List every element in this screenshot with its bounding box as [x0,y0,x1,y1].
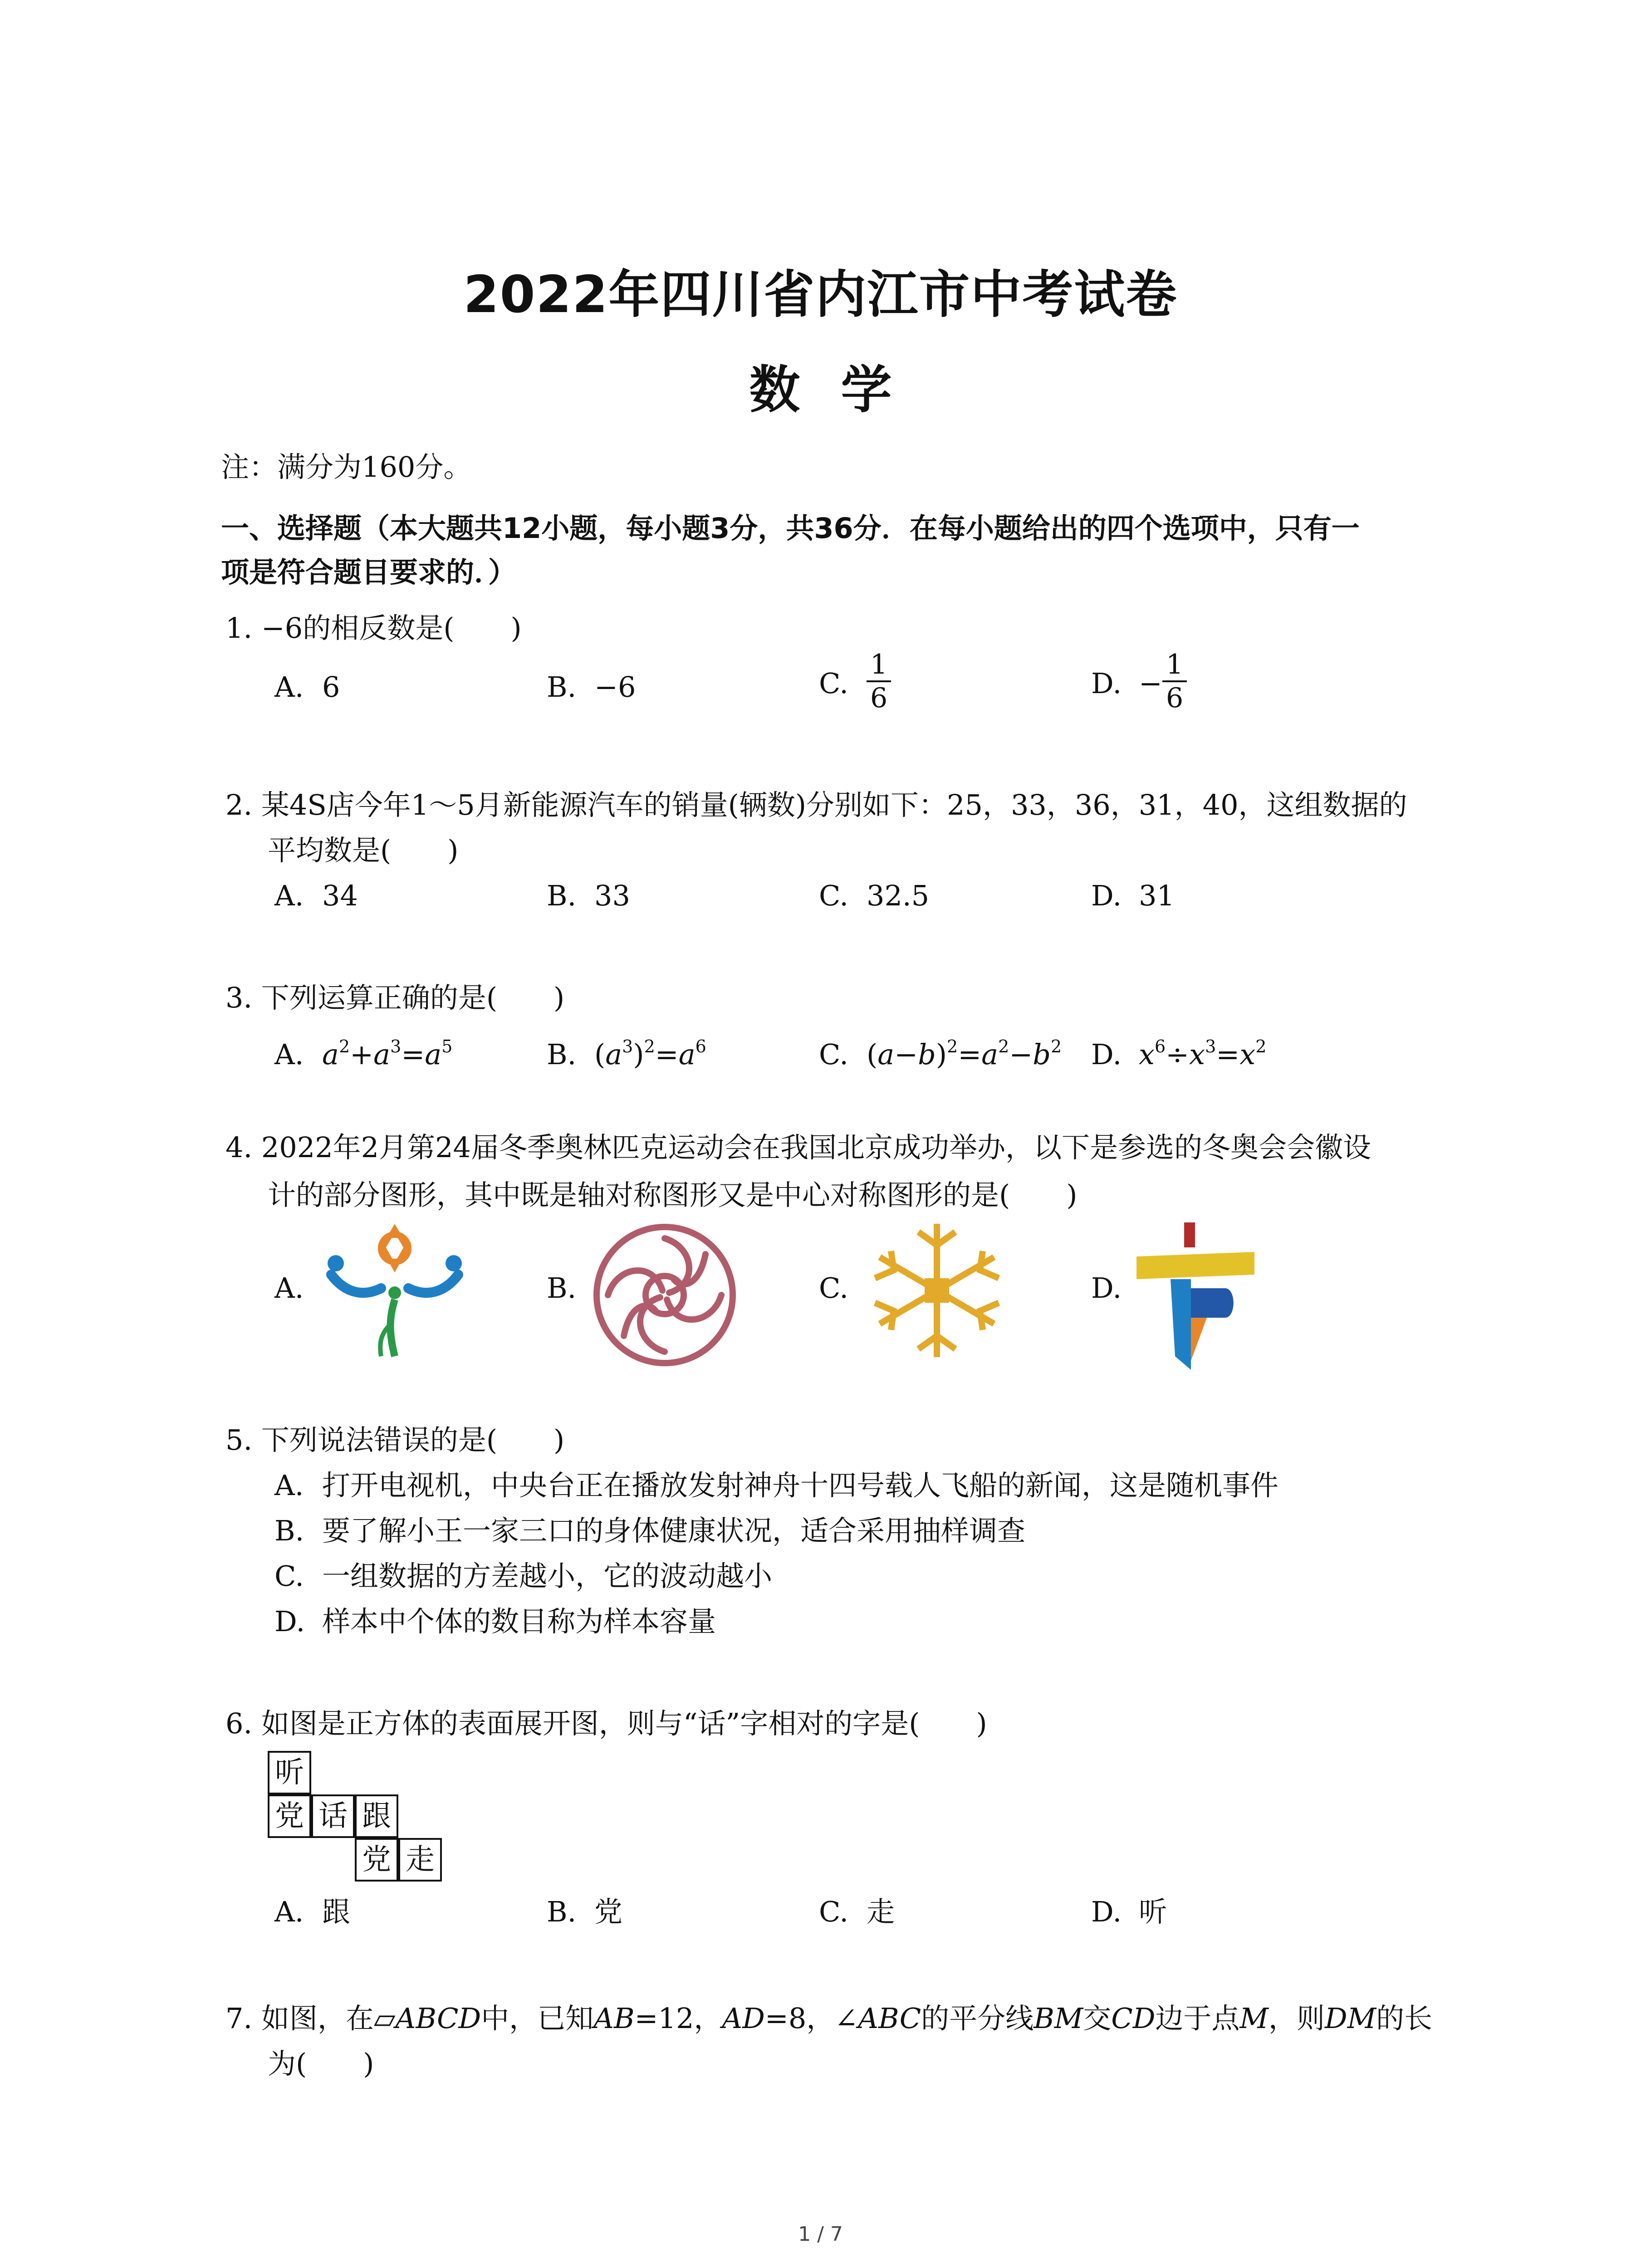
denominator: 6 [870,682,888,714]
q7-text: =12， [634,2002,722,2035]
option-label: A. [274,1895,304,1928]
q5-option-b[interactable] [274,1513,1025,1549]
option-text: 32.5 [867,879,930,912]
q7-text: ，则 [1268,2002,1325,2035]
minus-sign: − [1139,667,1162,700]
option-label: C. [819,1038,848,1071]
q5-stem: 5. 下列说法错误的是( ) [225,1423,565,1457]
q4-stem-line1: 4. 2022年2月第24届冬季奥林匹克运动会在我国北京成功举办，以下是参选的冬奥会会徽设 [225,1131,1371,1164]
option-label: A. [274,1038,304,1071]
option-label: B. [547,879,577,912]
q6-option-a[interactable] [274,1894,350,1930]
q4-option-a-label[interactable]: A. [274,1271,304,1305]
q7-var: AD [722,2002,765,2035]
q2-stem-line2: 平均数是( ) [268,834,459,867]
q7-text: 的平分线 [921,2002,1034,2035]
q1-stem: 1. −6的相反数是( ) [225,611,522,645]
cube-face: 跟 [355,1794,398,1838]
q7-stem-line1 [225,2000,1432,2037]
page-number: 1 / 7 [798,2223,843,2246]
option-text: 听 [1139,1895,1167,1928]
q6-option-d[interactable] [1091,1894,1167,1930]
q7-text: 的长 [1376,2002,1433,2035]
numerator: 1 [1166,649,1184,680]
exam-title: 2022年四川省内江市中考试卷 [463,265,1178,324]
option-text: 党 [594,1895,623,1928]
q7-var: DM [1324,2002,1376,2035]
q7-var: M [1239,2002,1269,2035]
cube-face: 党 [268,1794,311,1838]
q3-option-c[interactable] [819,1036,1062,1073]
option-label: D. [1091,1038,1122,1071]
option-label: A. [274,1469,304,1502]
q1-option-b[interactable] [547,669,636,705]
q2-stem-line1: 2. 某4S店今年1～5月新能源汽车的销量(辆数)分别如下：25，33，36，31，40，这组数据的 [225,788,1407,821]
q7-var: AB [593,2002,635,2035]
option-formula: $(a^3)^2=a^6$ [594,1036,706,1071]
q7-text: 交 [1083,2002,1112,2035]
option-text: 33 [594,879,630,912]
emblem-d-icon[interactable] [1134,1220,1257,1370]
q4-option-b-label[interactable]: B. [547,1271,577,1305]
option-label: D. [1091,879,1122,912]
option-label: D. [1091,667,1122,700]
section-heading-line2: 项是符合题目要求的．） [221,556,517,589]
option-label: B. [547,1895,577,1928]
option-label: C. [819,879,848,912]
option-formula: $a^2+a^3=a^5$ [322,1036,453,1071]
option-label: D. [274,1605,305,1638]
denominator: 6 [1166,682,1184,714]
option-formula: $x^6\div x^3=x^2$ [1139,1036,1267,1071]
option-label: C. [819,667,848,700]
q2-option-a[interactable] [274,878,358,914]
q3-option-b[interactable] [547,1036,706,1073]
option-label: C. [274,1559,304,1593]
fraction [867,649,891,714]
cube-face: 听 [268,1751,311,1794]
q2-option-c[interactable] [819,878,929,914]
q1-option-a[interactable] [274,669,340,705]
q4-option-c-label[interactable]: C. [819,1271,848,1305]
q6-stem: 6. 如图是正方体的表面展开图，则与“话”字相对的字是( ) [225,1707,987,1740]
q2-option-b[interactable] [547,878,630,914]
option-text: 走 [867,1895,895,1928]
option-label: A. [274,879,304,912]
q7-text: 中，已知 [481,2002,594,2035]
q7-var: ABC [858,2002,921,2035]
option-label: B. [274,1514,304,1547]
q3-option-a[interactable] [274,1036,452,1073]
option-formula: $(a-b)^2=a^2-b^2$ [867,1036,1062,1071]
cube-face: 走 [398,1838,442,1882]
cube-face: 话 [311,1794,355,1838]
q3-option-d[interactable] [1091,1036,1266,1073]
option-label: A. [274,670,304,704]
q3-stem: 3. 下列运算正确的是( ) [225,981,565,1014]
fraction [1162,649,1187,714]
option-text: 样本中个体的数目称为样本容量 [322,1605,716,1638]
q7-stem-line2: 为( ) [268,2047,374,2080]
q2-option-d[interactable] [1091,878,1175,914]
numerator: 1 [870,649,888,680]
option-text: 34 [322,879,358,912]
option-label: C. [819,1895,848,1928]
q5-option-c[interactable] [274,1558,772,1594]
option-label: D. [1091,1895,1122,1928]
q7-var: CD [1111,2002,1156,2035]
q6-option-c[interactable] [819,1894,895,1930]
emblem-b-icon[interactable] [590,1220,740,1370]
q7-text: 边于点 [1155,2002,1240,2035]
q7-text: =8，∠ [764,2002,858,2035]
q7-text: 7. 如图，在▱ [225,2002,396,2035]
q7-var: ABCD [395,2002,481,2035]
option-text: 6 [322,670,340,704]
q1-option-c[interactable] [819,649,891,714]
q7-var: BM [1034,2002,1083,2035]
option-label: B. [547,1038,577,1071]
option-text: 要了解小王一家三口的身体健康状况，适合采用抽样调查 [322,1514,1026,1547]
section-heading-line1: 一、选择题（本大题共12小题，每小题3分，共36分．在每小题给出的四个选项中，只有一 [221,512,1360,545]
option-text: 跟 [322,1895,351,1928]
subject-title: 数学 [749,361,933,420]
q4-stem-line2: 计的部分图形，其中既是轴对称图形又是中心对称图形的是( ) [268,1178,1078,1212]
option-text: 打开电视机，中央台正在播放发射神舟十四号载人飞船的新闻，这是随机事件 [322,1469,1279,1502]
cube-face: 党 [355,1838,398,1882]
q1-option-d[interactable] [1091,649,1187,714]
q5-option-a[interactable] [274,1467,1279,1504]
q5-option-d[interactable] [274,1603,716,1640]
score-note: 注：满分为160分。 [221,450,472,484]
emblem-c-icon[interactable] [867,1220,1007,1361]
option-label: B. [547,670,577,704]
option-text: −6 [594,670,636,704]
option-text: 一组数据的方差越小，它的波动越小 [322,1559,773,1593]
q6-option-b[interactable] [547,1894,622,1930]
q4-option-d-label[interactable]: D. [1091,1271,1122,1305]
option-text: 31 [1139,879,1175,912]
emblem-a-icon[interactable] [322,1220,467,1365]
